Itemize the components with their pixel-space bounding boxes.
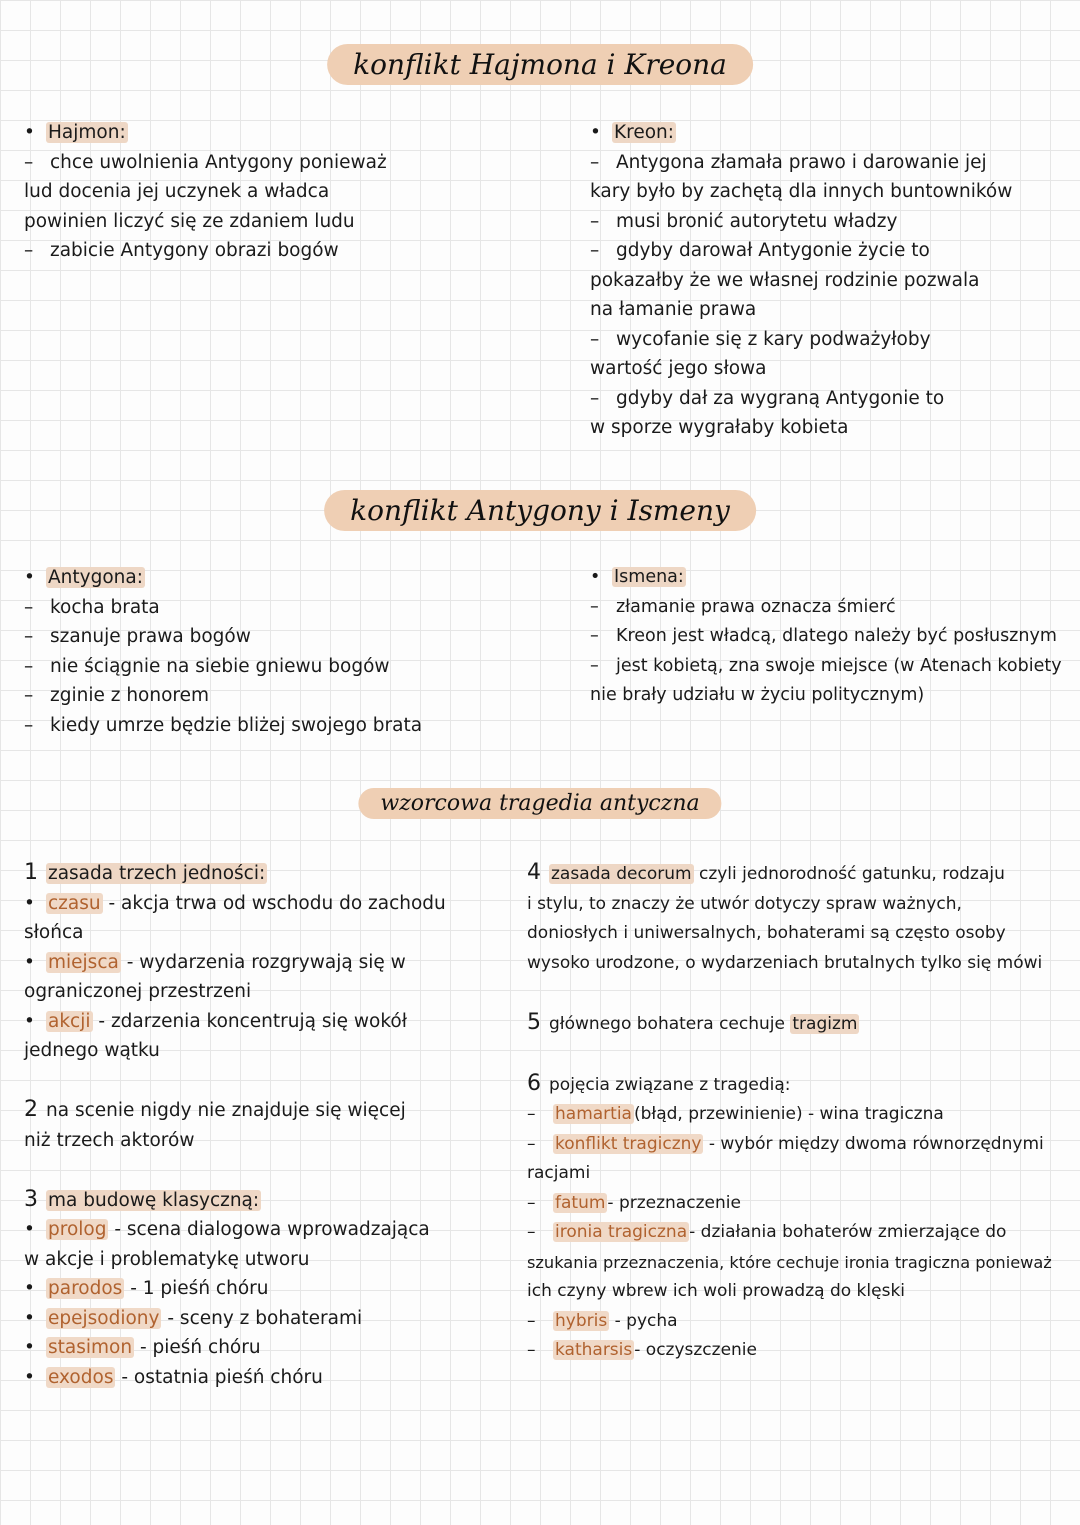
term-stasimon: stasimon (48, 1337, 133, 1358)
point-heading: zasada decorum (551, 864, 692, 884)
dash-icon: – (527, 1340, 536, 1360)
kreon-line: wartość jego słowa (590, 358, 767, 379)
point-number: 4 (527, 860, 541, 885)
section-title-tragedia: wzorcowa tragedia antyczna (358, 788, 721, 819)
tragedia-left-column (24, 858, 514, 1392)
bullet-icon: • (24, 567, 35, 588)
dash-icon: – (590, 626, 599, 646)
point-number: 5 (527, 1009, 541, 1035)
term-text: (błąd, przewinienie) - wina tragiczna (633, 1104, 944, 1124)
term-text: - sceny z bohaterami (167, 1307, 363, 1329)
antygona-heading: Antygona: (48, 567, 143, 588)
term-text: - pycha (614, 1310, 678, 1331)
term-katharsis: katharsis (555, 1340, 633, 1360)
term-text: ograniczonej przestrzeni (24, 981, 252, 1002)
hajmon-line: lud docenia jej uczynek a władca (24, 181, 330, 202)
antygona-line: zginie z honorem (50, 685, 210, 706)
antygona-line: nie ściągnie na siebie gniewu bogów (50, 655, 390, 677)
term-prolog: prolog (48, 1219, 107, 1240)
bullet-icon: • (24, 1278, 35, 1299)
antygona-column (24, 563, 544, 740)
term-text: - akcja trwa od wschodu do zachodu (108, 892, 446, 914)
dash-icon: – (590, 596, 599, 617)
dash-icon: – (24, 685, 34, 706)
term-parodos: parodos (48, 1278, 123, 1299)
dash-icon: – (590, 328, 600, 350)
point-text: czyli jednorodność gatunku, rodzaju (698, 864, 1005, 884)
ismena-column (590, 563, 1075, 711)
dash-icon: – (24, 714, 34, 736)
term-ironia-tragiczna: ironia tragiczna (555, 1222, 688, 1242)
point-heading: zasada trzech jedności: (48, 863, 266, 884)
term-hamartia: hamartia (555, 1104, 632, 1124)
term-text: - oczyszczenie (634, 1340, 757, 1360)
term-text: - działania bohaterów zmierzające do (689, 1222, 1007, 1242)
term-text: - ostatnia pieśń chóru (121, 1366, 323, 1388)
term-text: racjami (527, 1163, 591, 1183)
term-czasu: czasu (48, 892, 101, 914)
dash-icon: – (527, 1104, 536, 1124)
term-text: jednego wątku (24, 1040, 160, 1061)
kreon-line: kary było by zachętą dla innych buntowników (590, 181, 1013, 202)
kreon-line: musi bronić autorytetu władzy (616, 210, 898, 232)
hajmon-line: chce uwolnienia Antygony ponieważ (50, 151, 387, 173)
ismena-line: złamanie prawa oznacza śmierć (616, 596, 896, 617)
kreon-line: Antygona złamała prawo i darowanie jej (616, 151, 987, 173)
term-hybris: hybris (555, 1310, 608, 1331)
bullet-icon: • (24, 1366, 35, 1388)
tragedia-right-column (527, 858, 1077, 1366)
bullet-icon: • (24, 1337, 35, 1358)
point-text: głównego bohatera cechuje (549, 1013, 785, 1034)
ismena-heading: Ismena: (614, 567, 684, 587)
term-epejsodiony: epejsodiony (48, 1307, 160, 1329)
point-text: na scenie nigdy nie znajduje się więcej (46, 1100, 406, 1121)
point-heading: ma budowę klasyczną: (48, 1189, 260, 1211)
dash-icon: – (24, 655, 34, 677)
bullet-icon: • (24, 1307, 35, 1329)
term-konflikt-tragiczny: konflikt tragiczny (555, 1133, 702, 1154)
bullet-icon: • (24, 951, 35, 973)
antygona-line: kiedy umrze będzie bliżej swojego brata (50, 714, 423, 736)
point-text: wysoko urodzone, o wydarzeniach brutalnych tylko się mówi (527, 952, 1043, 973)
bullet-icon: • (590, 122, 601, 143)
ismena-line: nie brały udziału w życiu politycznym) (590, 685, 925, 705)
term-exodos: exodos (48, 1366, 114, 1388)
term-text: - przeznaczenie (607, 1192, 741, 1213)
ismena-line: jest kobietą, zna swoje miejsce (w Atenach kobiety (616, 655, 1062, 676)
term-text: - wydarzenia rozgrywają się w (126, 951, 406, 973)
bullet-icon: • (590, 567, 601, 587)
section-title-hajmon-kreon: konflikt Hajmona i Kreona (327, 44, 753, 85)
dash-icon: – (590, 240, 600, 261)
dash-icon: – (24, 596, 34, 618)
point-number: 3 (24, 1186, 38, 1212)
term-text: - wybór między dwoma równorzędnymi (708, 1133, 1044, 1154)
point-text: doniosłych i uniwersalnych, bohaterami są często osoby (527, 923, 1006, 943)
kreon-heading: Kreon: (614, 122, 674, 143)
section-title-antygona-ismena: konflikt Antygony i Ismeny (324, 490, 756, 531)
point-number: 1 (24, 860, 38, 885)
dash-icon: – (24, 151, 34, 173)
point-text: niż trzech aktorów (24, 1129, 195, 1151)
kreon-line: gdyby dał za wygraną Antygonie to (616, 387, 945, 409)
hajmon-heading: Hajmon: (48, 122, 126, 143)
dash-icon: – (590, 387, 600, 409)
ismena-line: Kreon jest władcą, dlatego należy być posłusznym (616, 626, 1057, 646)
kreon-line: na łamanie prawa (590, 299, 757, 320)
term-text: w akcje i problematykę utworu (24, 1248, 310, 1270)
kreon-column (590, 118, 1070, 443)
kreon-line: w sporze wygrałaby kobieta (590, 417, 849, 438)
dash-icon: – (590, 151, 600, 173)
point-number: 6 (527, 1070, 541, 1096)
term-text: - pieśń chóru (139, 1337, 261, 1358)
bullet-icon: • (24, 892, 35, 914)
dash-icon: – (527, 1310, 536, 1331)
term-text: - scena dialogowa wprowadzająca (114, 1219, 430, 1240)
term-akcji: akcji (48, 1010, 91, 1032)
antygona-line: kocha brata (50, 596, 160, 618)
term-text: szukania przeznaczenia, które cechuje ironia tragiczna ponieważ (527, 1252, 1052, 1272)
point-heading: pojęcia związane z tragedią: (549, 1074, 791, 1095)
point-number: 2 (24, 1097, 38, 1122)
term-text: - zdarzenia koncentrują się wokół (98, 1010, 407, 1032)
antygona-line: szanuje prawa bogów (50, 626, 251, 647)
dash-icon: – (590, 655, 599, 676)
dash-icon: – (527, 1192, 536, 1213)
term-miejsca: miejsca (48, 951, 119, 973)
hajmon-line: zabicie Antygony obrazi bogów (50, 240, 339, 261)
term-tragizm: tragizm (792, 1013, 858, 1034)
kreon-line: wycofanie się z kary podważyłoby (616, 328, 931, 350)
term-fatum: fatum (555, 1192, 606, 1213)
dash-icon: – (24, 626, 34, 647)
hajmon-line: powinien liczyć się ze zdaniem ludu (24, 210, 355, 232)
kreon-line: pokazałby że we własnej rodzinie pozwala (590, 269, 980, 291)
dash-icon: – (527, 1133, 536, 1154)
term-text: ich czyny wbrew ich woli prowadzą do klęski (527, 1281, 906, 1301)
dash-icon: – (590, 210, 600, 232)
bullet-icon: • (24, 1010, 35, 1032)
bullet-icon: • (24, 1219, 35, 1240)
dash-icon: – (527, 1222, 536, 1242)
point-text: i stylu, to znaczy że utwór dotyczy spraw ważnych, (527, 893, 962, 914)
hajmon-column (24, 118, 524, 266)
kreon-line: gdyby darował Antygonie życie to (616, 240, 930, 261)
dash-icon: – (24, 240, 34, 261)
bullet-icon: • (24, 122, 35, 143)
term-text: - 1 pieśń chóru (130, 1278, 269, 1299)
term-text: słońca (24, 922, 84, 943)
